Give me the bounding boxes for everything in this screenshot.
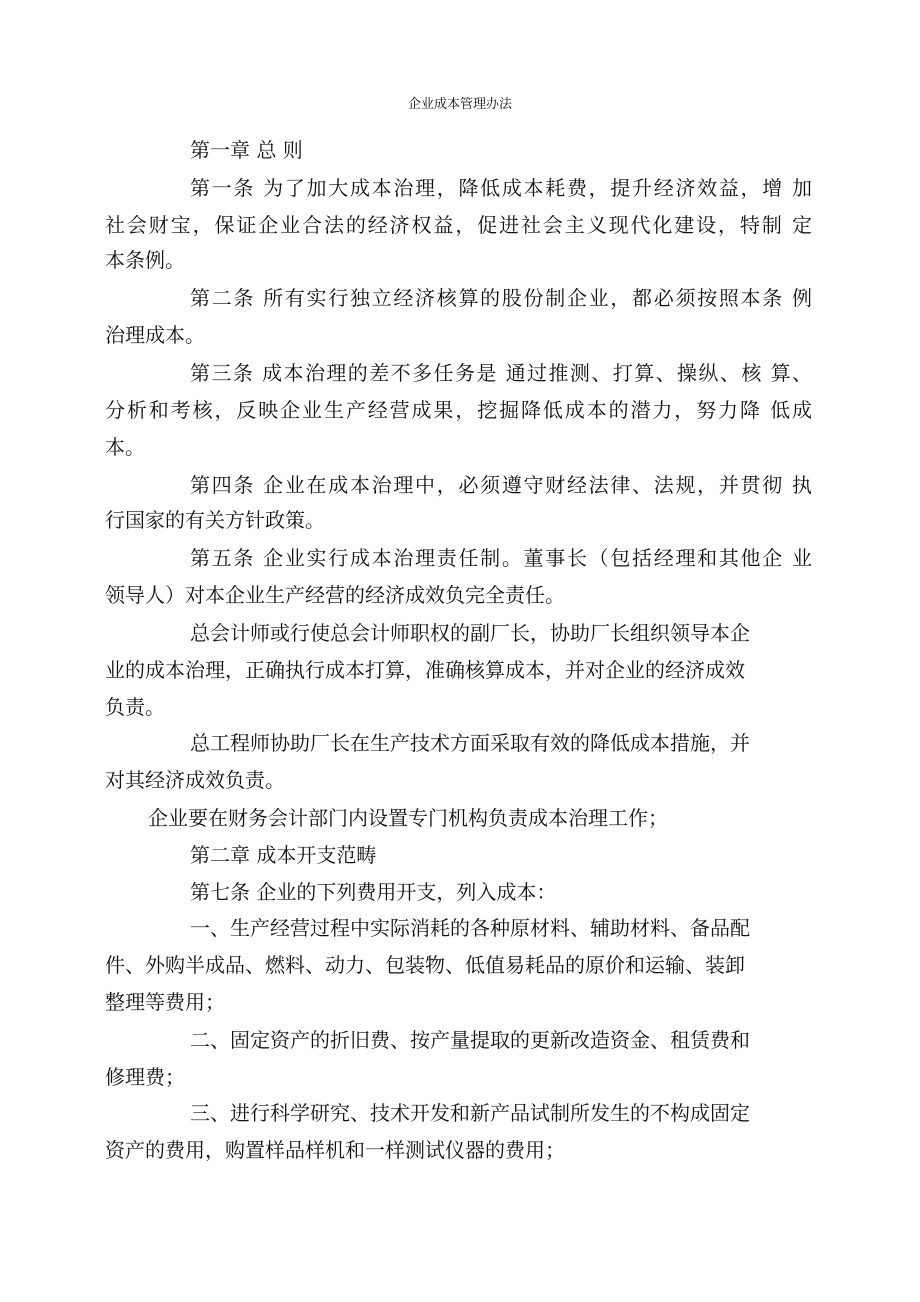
chapter-heading: 第一章 总 则 <box>190 138 303 162</box>
paragraph-line: 行国家的有关方针政策。 <box>105 508 325 532</box>
paragraph-line: 负责。 <box>105 695 165 719</box>
paragraph-line: 社会财宝，保证企业合法的经济权益，促进社会主义现代化建设，特制 定 <box>105 213 812 237</box>
paragraph-line: 修理费； <box>105 1065 185 1089</box>
chapter-heading: 第二章 成本开支范畴 <box>190 843 377 867</box>
paragraph-line: 第一条 为了加大成本治理，降低成本耗费，提升经济效益，增 加 <box>190 176 812 200</box>
paragraph-line: 业的成本治理，正确执行成本打算，准确核算成本，并对企业的经济成效 <box>105 658 745 682</box>
paragraph-line: 第二条 所有实行独立经济核算的股份制企业，都必须按照本条 例 <box>190 286 812 310</box>
paragraph-line: 领导人）对本企业生产经营的经济成效负完全责任。 <box>105 583 565 607</box>
paragraph-line: 第七条 企业的下列费用开支，列入成本： <box>190 880 557 904</box>
paragraph-line: 二、固定资产的折旧费、按产量提取的更新改造资金、租赁费和 <box>190 1028 750 1052</box>
paragraph-line: 一、生产经营过程中实际消耗的各种原材料、辅助材料、备品配 <box>190 916 750 940</box>
paragraph-line: 本。 <box>105 435 145 459</box>
paragraph-line: 企业要在财务会计部门内设置专门机构负责成本治理工作； <box>148 806 668 830</box>
paragraph-line: 第四条 企业在成本治理中，必须遵守财经法律、法规，并贯彻 执 <box>190 473 812 497</box>
paragraph-line: 整理等费用； <box>105 990 225 1014</box>
paragraph-line: 本条例。 <box>105 248 185 272</box>
paragraph-line: 三、进行科学研究、技术开发和新产品试制所发生的不构成固定 <box>190 1101 750 1125</box>
paragraph-line: 治理成本。 <box>105 323 205 347</box>
paragraph-line: 第三条 成本治理的差不多任务是 通过推测、打算、操纵、核 算、 <box>190 361 812 385</box>
paragraph-line: 资产的费用，购置样品样机和一样测试仪器的费用； <box>105 1138 565 1162</box>
paragraph-line: 分析和考核，反映企业生产经营成果，挖掘降低成本的潜力，努力降 低成 <box>105 398 812 422</box>
paragraph-line: 件、外购半成品、燃料、动力、包装物、低值易耗品的原价和运输、装卸 <box>105 953 745 977</box>
paragraph-line: 对其经济成效负责。 <box>105 768 285 792</box>
document-title: 企业成本管理办法 <box>407 97 512 112</box>
paragraph-line: 第五条 企业实行成本治理责任制。董事长（包括经理和其他企 业 <box>190 546 812 570</box>
paragraph-line: 总会计师或行使总会计师职权的副厂长，协助厂长组织领导本企 <box>190 621 750 645</box>
paragraph-line: 总工程师协助厂长在生产技术方面采取有效的降低成本措施，并 <box>190 731 750 755</box>
